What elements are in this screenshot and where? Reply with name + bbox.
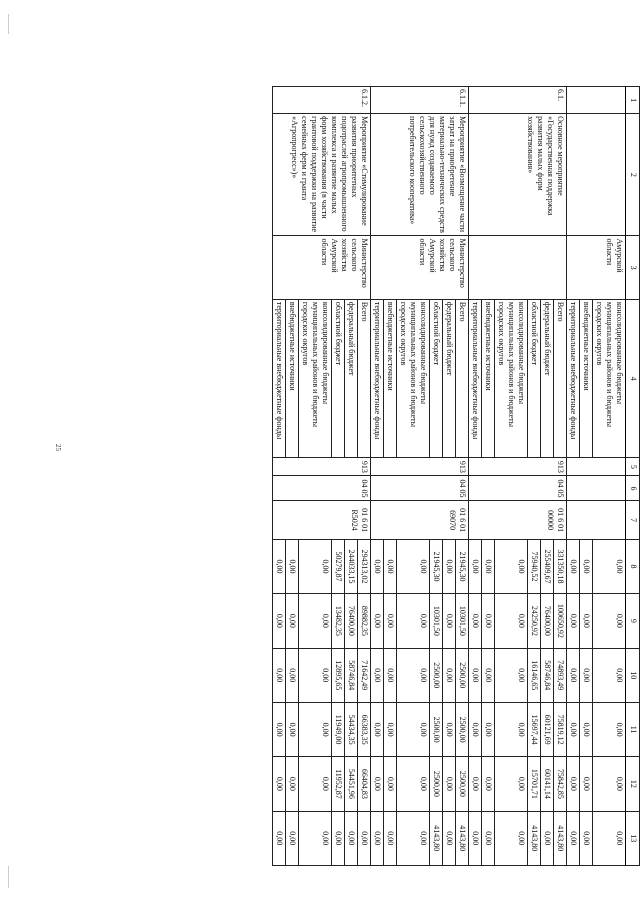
table-row — [554, 87, 567, 866]
amount-value: 0,00 — [580, 702, 593, 756]
funding-source: территориальные внебюджетные фонды — [567, 299, 580, 458]
amount-value: 4143,80 — [528, 811, 541, 865]
amount-value: 0,00 — [495, 702, 528, 756]
amount-value: 0,00 — [286, 539, 299, 593]
responsible-executor: Амурской области — [567, 236, 626, 299]
header-cell-2: 2 — [626, 114, 640, 236]
amount-value: 0,00 — [371, 539, 384, 593]
amount-value: 0,00 — [273, 811, 286, 865]
scan-artifact — [8, 866, 9, 888]
target-article-code: 01 6 01 69070 — [371, 501, 469, 539]
funding-source: Всего — [554, 299, 567, 458]
header-cell-11: 11 — [626, 702, 640, 756]
amount-value: 0,00 — [469, 702, 482, 756]
amount-value: 0,00 — [397, 811, 430, 865]
amount-value: 0,00 — [273, 757, 286, 811]
amount-value: 0,00 — [286, 757, 299, 811]
amount-value: 0,00 — [580, 757, 593, 811]
amount-value: 10301,50 — [456, 594, 469, 648]
amount-value: 0,00 — [443, 594, 456, 648]
amount-value: 0,00 — [273, 539, 286, 593]
amount-value: 0,00 — [358, 811, 371, 865]
section-code — [567, 476, 626, 501]
amount-value: 0,00 — [384, 811, 397, 865]
amount-value: 54434,35 — [345, 702, 358, 756]
funding-source: внебюджетные источники — [286, 299, 299, 458]
amount-value: 0,00 — [371, 811, 384, 865]
section-code: 04 05 — [273, 476, 371, 501]
amount-value: 50279,87 — [332, 539, 345, 593]
amount-value: 0,00 — [371, 648, 384, 702]
amount-value: 0,00 — [482, 757, 495, 811]
amount-value: 2500,00 — [430, 702, 443, 756]
amount-value: 71642,49 — [358, 648, 371, 702]
row-number — [567, 87, 626, 114]
amount-value: 0,00 — [273, 648, 286, 702]
responsible-executor — [469, 236, 567, 299]
funding-source: федеральный бюджет — [345, 299, 358, 458]
header-cell-7: 7 — [626, 501, 640, 539]
amount-value: 0,00 — [482, 702, 495, 756]
amount-value: 75842,85 — [554, 757, 567, 811]
header-cell-10: 10 — [626, 648, 640, 702]
amount-value: 0,00 — [567, 648, 580, 702]
amount-value: 4143,80 — [554, 811, 567, 865]
amount-value: 58746,84 — [541, 648, 554, 702]
amount-value: 2500,00 — [456, 757, 469, 811]
amount-value: 0,00 — [541, 811, 554, 865]
grbs-code: 913 — [469, 458, 567, 476]
amount-value: 16146,65 — [528, 648, 541, 702]
row-number: 6.1.1. — [371, 87, 469, 114]
amount-value: 0,00 — [567, 811, 580, 865]
amount-value: 60141,14 — [541, 757, 554, 811]
amount-value: 331350,18 — [554, 539, 567, 593]
amount-value: 0,00 — [495, 757, 528, 811]
amount-value: 0,00 — [384, 594, 397, 648]
amount-value: 0,00 — [443, 648, 456, 702]
amount-value: 11949,00 — [332, 702, 345, 756]
funding-source: территориальные внебюджетные фонды — [469, 299, 482, 458]
amount-value: 2500,00 — [456, 648, 469, 702]
amount-value: 76400,00 — [345, 594, 358, 648]
amount-value: 0,00 — [567, 539, 580, 593]
amount-value: 0,00 — [397, 594, 430, 648]
funding-source: областной бюджет — [332, 299, 345, 458]
amount-value: 0,00 — [299, 702, 332, 756]
amount-value: 0,00 — [593, 539, 626, 593]
amount-value: 0,00 — [495, 539, 528, 593]
header-cell-8: 8 — [626, 539, 640, 593]
row-number: 6.1. — [469, 87, 567, 114]
table-row — [358, 87, 371, 866]
amount-value: 2500,00 — [430, 648, 443, 702]
grbs-code: 913 — [273, 458, 371, 476]
amount-value: 0,00 — [469, 811, 482, 865]
section-code: 04 05 — [371, 476, 469, 501]
amount-value: 75940,52 — [528, 539, 541, 593]
amount-value: 0,00 — [469, 539, 482, 593]
measure-name: Мероприятие «Стимулирование развития приоритетных подотраслей агропромышленного комплекса и развитие малых форм хозяйствования (в части грантовой поддержки на развитие семейных ферм и гранта «Агропрогресс»)» — [273, 114, 371, 236]
amount-value: 0,00 — [384, 648, 397, 702]
amount-value: 0,00 — [299, 757, 332, 811]
amount-value: 0,00 — [482, 648, 495, 702]
amount-value: 0,00 — [286, 811, 299, 865]
funding-source: территориальные внебюджетные фонды — [371, 299, 384, 458]
funding-source: консолидированные бюджеты муниципальных районов и бюджеты городских округов — [495, 299, 528, 458]
amount-value: 10301,50 — [430, 594, 443, 648]
header-cell-6: 6 — [626, 476, 640, 501]
amount-value: 21945,30 — [456, 539, 469, 593]
measure-name: Основное мероприятие «Государственная поддержка развития малых форм хозяйствования» — [469, 114, 567, 236]
amount-value: 0,00 — [345, 811, 358, 865]
amount-value: 0,00 — [299, 648, 332, 702]
amount-value: 0,00 — [286, 648, 299, 702]
amount-value: 0,00 — [469, 594, 482, 648]
amount-value: 0,00 — [273, 702, 286, 756]
amount-value: 66404,83 — [358, 757, 371, 811]
amount-value: 0,00 — [580, 539, 593, 593]
amount-value: 0,00 — [482, 539, 495, 593]
target-article-code: 01 6 01 00000 — [469, 501, 567, 539]
amount-value: 244033,15 — [345, 539, 358, 593]
amount-value: 0,00 — [397, 757, 430, 811]
funding-source: консолидированные бюджеты муниципальных районов и бюджеты городских округов — [397, 299, 430, 458]
amount-value: 2500,00 — [430, 757, 443, 811]
amount-value: 76400,00 — [541, 594, 554, 648]
funding-source: внебюджетные источники — [482, 299, 495, 458]
header-cell-13: 13 — [626, 811, 640, 865]
amount-value: 54451,96 — [345, 757, 358, 811]
amount-value: 0,00 — [482, 594, 495, 648]
amount-value: 75819,12 — [554, 702, 567, 756]
amount-value: 0,00 — [580, 811, 593, 865]
amount-value: 0,00 — [332, 811, 345, 865]
amount-value: 0,00 — [443, 539, 456, 593]
header-cell-5: 5 — [626, 458, 640, 476]
table-row — [456, 87, 469, 866]
amount-value: 58746,84 — [345, 648, 358, 702]
amount-value: 11952,87 — [332, 757, 345, 811]
amount-value: 4143,80 — [430, 811, 443, 865]
header-row — [626, 87, 640, 866]
amount-value: 100650,92 — [554, 594, 567, 648]
amount-value: 0,00 — [495, 811, 528, 865]
header-cell-1: 1 — [626, 87, 640, 114]
amount-value: 21945,30 — [430, 539, 443, 593]
funding-source: внебюджетные источники — [384, 299, 397, 458]
amount-value: 0,00 — [593, 757, 626, 811]
amount-value: 0,00 — [567, 757, 580, 811]
header-cell-12: 12 — [626, 757, 640, 811]
amount-value: 0,00 — [397, 648, 430, 702]
funding-source: федеральный бюджет — [443, 299, 456, 458]
amount-value: 0,00 — [397, 702, 430, 756]
responsible-executor: Министерство сельского хозяйства Амурской области — [273, 236, 371, 299]
header-cell-3: 3 — [626, 236, 640, 299]
rotated-table-container — [272, 86, 640, 866]
grbs-code — [567, 458, 626, 476]
amount-value: 0,00 — [299, 811, 332, 865]
amount-value: 0,00 — [469, 648, 482, 702]
amount-value: 0,00 — [384, 702, 397, 756]
header-cell-4: 4 — [626, 299, 640, 458]
page-number: 25 — [54, 444, 62, 451]
amount-value: 0,00 — [580, 594, 593, 648]
amount-value: 13482,35 — [332, 594, 345, 648]
section-code: 04 05 — [469, 476, 567, 501]
amount-value: 0,00 — [567, 594, 580, 648]
amount-value: 0,00 — [299, 594, 332, 648]
responsible-executor: Министерство сельского хозяйства Амурской области — [371, 236, 469, 299]
amount-value: 0,00 — [495, 648, 528, 702]
header-cell-9: 9 — [626, 594, 640, 648]
amount-value: 0,00 — [384, 539, 397, 593]
grbs-code: 913 — [371, 458, 469, 476]
amount-value: 66383,35 — [358, 702, 371, 756]
measure-name: Мероприятие «Возмещение части затрат на приобретение материально-технических средств для нужд создаваемого сельскохозяйственного потребительского кооператива» — [371, 114, 469, 236]
amount-value: 0,00 — [495, 594, 528, 648]
amount-value: 0,00 — [371, 594, 384, 648]
amount-value: 0,00 — [299, 539, 332, 593]
funding-source: Всего — [358, 299, 371, 458]
amount-value: 0,00 — [286, 594, 299, 648]
amount-value: 0,00 — [593, 811, 626, 865]
funding-source: областной бюджет — [430, 299, 443, 458]
amount-value: 0,00 — [443, 811, 456, 865]
amount-value: 0,00 — [469, 757, 482, 811]
amount-value: 255409,67 — [541, 539, 554, 593]
table-body — [273, 87, 640, 866]
amount-value: 0,00 — [482, 811, 495, 865]
amount-value: 0,00 — [567, 702, 580, 756]
amount-value: 0,00 — [286, 702, 299, 756]
amount-value: 4143,80 — [456, 811, 469, 865]
amount-value: 60121,69 — [541, 702, 554, 756]
amount-value: 2500,00 — [456, 702, 469, 756]
row-number: 6.1.2. — [273, 87, 371, 114]
table-row — [593, 87, 626, 866]
amount-value: 89882,35 — [358, 594, 371, 648]
amount-value: 0,00 — [371, 757, 384, 811]
funding-source: Всего — [456, 299, 469, 458]
amount-value: 0,00 — [443, 702, 456, 756]
amount-value: 0,00 — [397, 539, 430, 593]
funding-source: территориальные внебюджетные фонды — [273, 299, 286, 458]
amount-value: 0,00 — [580, 648, 593, 702]
amount-value: 0,00 — [593, 648, 626, 702]
amount-value: 294313,02 — [358, 539, 371, 593]
amount-value: 12895,65 — [332, 648, 345, 702]
funding-source: консолидированные бюджеты муниципальных районов и бюджеты городских округов — [299, 299, 332, 458]
amount-value: 0,00 — [443, 757, 456, 811]
amount-value: 15697,44 — [528, 702, 541, 756]
amount-value: 0,00 — [593, 594, 626, 648]
financing-table — [272, 86, 640, 866]
target-article-code: 01 6 01 R5024 — [273, 501, 371, 539]
amount-value: 0,00 — [384, 757, 397, 811]
funding-source: федеральный бюджет — [541, 299, 554, 458]
amount-value: 0,00 — [371, 702, 384, 756]
amount-value: 24250,92 — [528, 594, 541, 648]
scan-artifact — [8, 14, 9, 34]
funding-source: внебюджетные источники — [580, 299, 593, 458]
target-article-code — [567, 501, 626, 539]
funding-source: областной бюджет — [528, 299, 541, 458]
amount-value: 0,00 — [593, 702, 626, 756]
amount-value: 0,00 — [273, 594, 286, 648]
measure-name — [567, 114, 626, 236]
amount-value: 15701,71 — [528, 757, 541, 811]
funding-source: консолидированные бюджеты муниципальных районов и бюджеты городских округов — [593, 299, 626, 458]
amount-value: 74893,49 — [554, 648, 567, 702]
